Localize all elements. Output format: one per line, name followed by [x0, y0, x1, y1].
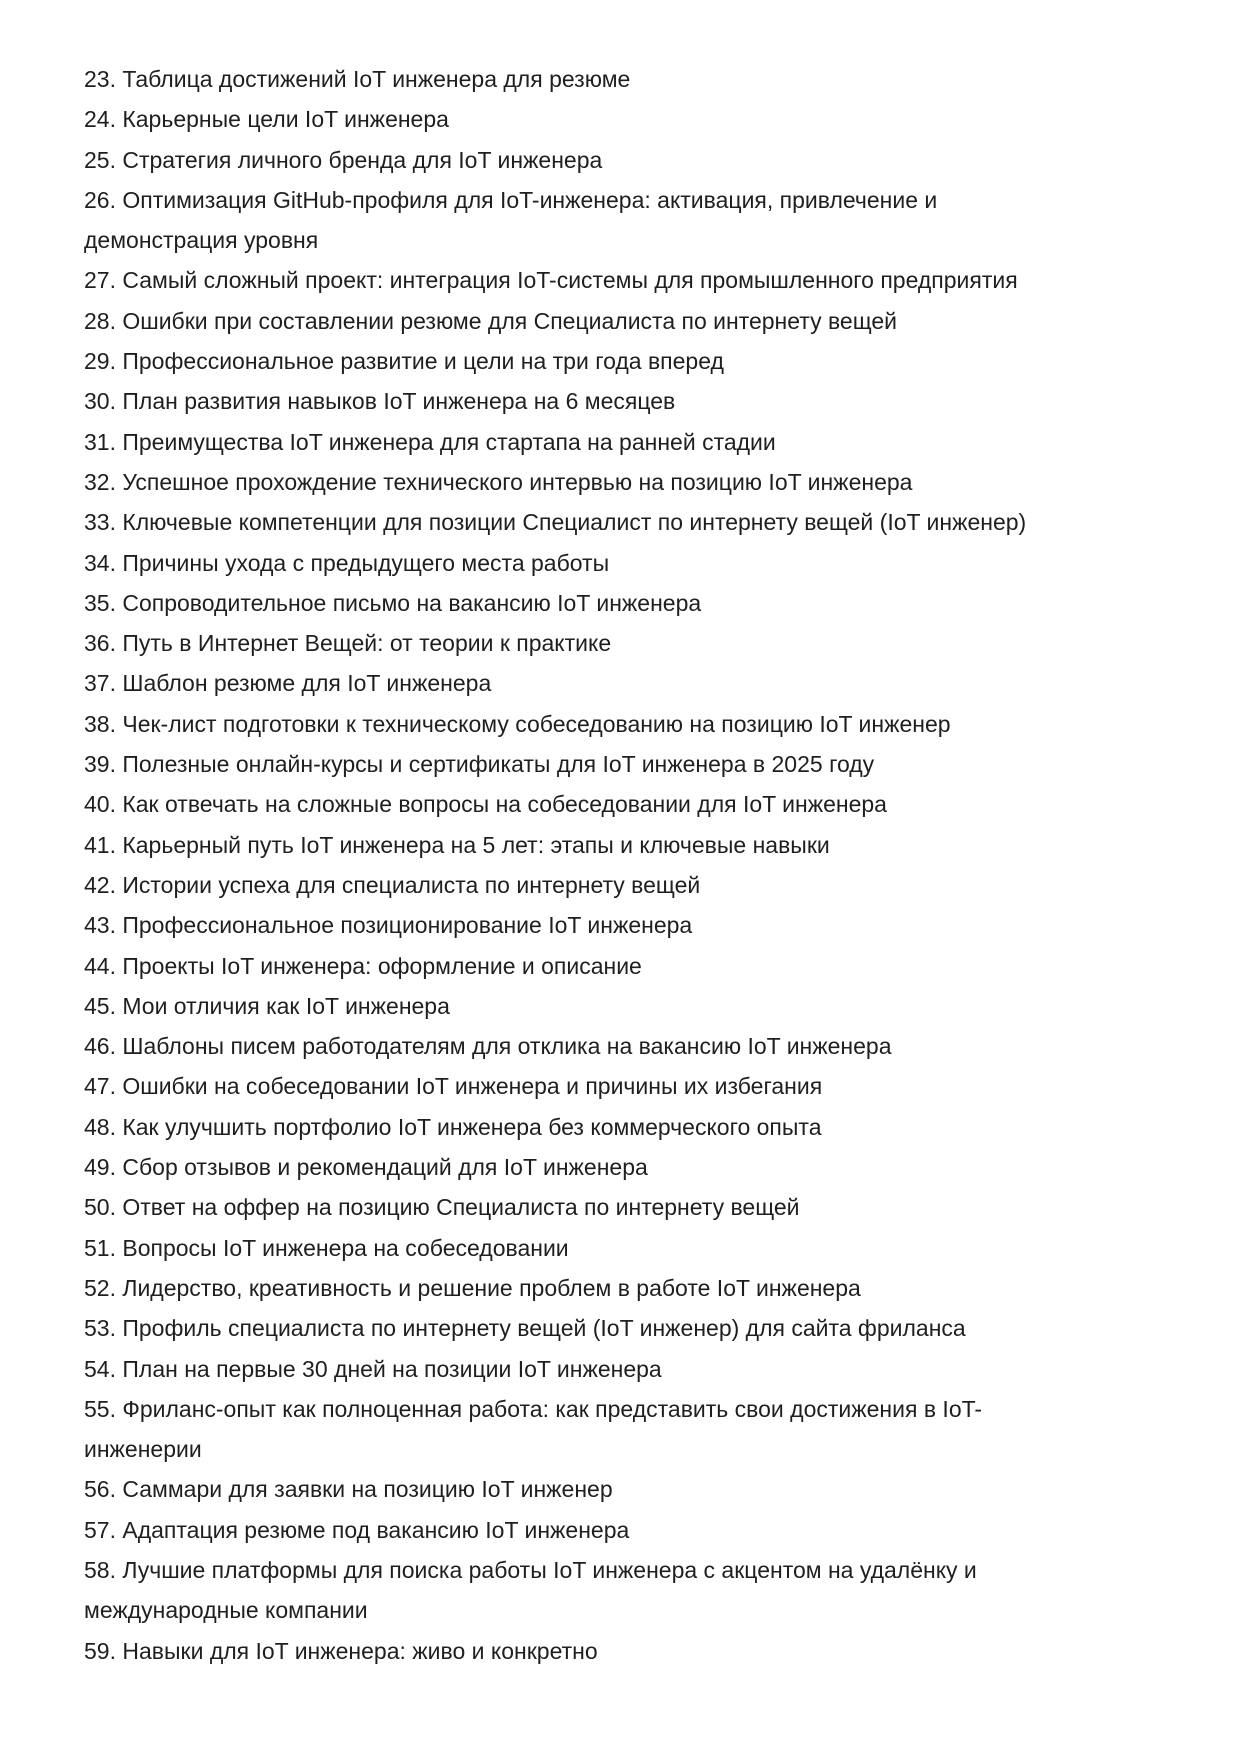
list-item-text: 49. Сбор отзывов и рекомендаций для IoT инженера [84, 1154, 648, 1181]
list-item-text: 40. Как отвечать на сложные вопросы на собеседовании для IoT инженера [84, 791, 887, 818]
list-item-text: 41. Карьерный путь IoT инженера на 5 лет: этапы и ключевые навыки [84, 831, 830, 858]
list-item [84, 1228, 1184, 1268]
list-item-text: 27. Самый сложный проект: интеграция IoT-системы для промышленного предприятия [84, 267, 1018, 294]
list-item-text: 37. Шаблон резюме для IoT инженера [84, 670, 492, 697]
list-item [84, 704, 1184, 744]
list-item-text: 59. Навыки для IoT инженера: живо и конкретно [84, 1637, 598, 1664]
list-item [84, 1510, 1184, 1550]
list-item-text: 33. Ключевые компетенции для позиции Специалист по интернету вещей (IoT инженер) [84, 509, 1027, 536]
list-item-text: 30. План развития навыков IoT инженера на 6 месяцев [84, 388, 676, 415]
list-item [84, 543, 1184, 583]
list-item-text: 31. Преимущества IoT инженера для стартапа на ранней стадии [84, 428, 776, 455]
list-item [84, 180, 1184, 261]
list-item [84, 1107, 1184, 1147]
list-item [84, 825, 1184, 865]
list-item-text: 36. Путь в Интернет Вещей: от теории к практике [84, 630, 612, 657]
list-item-text: 56. Саммари для заявки на позицию IoT инженер [84, 1476, 613, 1503]
list-item [84, 905, 1184, 945]
list-item [84, 1268, 1184, 1308]
list-item-text: инженерии [84, 1436, 202, 1463]
list-item [84, 422, 1184, 462]
list-item [84, 301, 1184, 341]
list-item [84, 744, 1184, 784]
list-item [84, 1147, 1184, 1187]
list-item-text: 24. Карьерные цели IoT инженера [84, 106, 449, 133]
list-item-text: 52. Лидерство, креативность и решение проблем в работе IoT инженера [84, 1274, 861, 1301]
list-item [84, 583, 1184, 623]
list-item [84, 140, 1184, 180]
list-item-text: 43. Профессиональное позиционирование IoT инженера [84, 912, 693, 939]
list-item-text: 38. Чек-лист подготовки к техническому собеседованию на позицию IoT инженер [84, 710, 951, 737]
list-item [84, 1389, 1184, 1470]
list-item-text: 25. Стратегия личного бренда для IoT инженера [84, 146, 603, 173]
list-item-text: 58. Лучшие платформы для поиска работы IoT инженера с акцентом на удалёнку и [84, 1556, 977, 1583]
list-item-text: 57. Адаптация резюме под вакансию IoT инженера [84, 1516, 630, 1543]
list-item-text: 23. Таблица достижений IoT инженера для резюме [84, 66, 631, 92]
list-item [84, 1308, 1184, 1348]
list-item [84, 260, 1184, 300]
list-item [84, 1349, 1184, 1389]
list-item-text: международные компании [84, 1597, 368, 1624]
list-item-text: 32. Успешное прохождение технического интервью на позицию IoT инженера [84, 468, 913, 495]
list-item [84, 502, 1184, 542]
list-item [84, 986, 1184, 1026]
list-item-text: 46. Шаблоны писем работодателям для отклика на вакансию IoT инженера [84, 1033, 892, 1060]
document-list [84, 59, 1184, 1671]
list-item-text: 29. Профессиональное развитие и цели на три года вперед [84, 348, 724, 375]
list-item [84, 99, 1184, 139]
list-item-text: 51. Вопросы IoT инженера на собеседовании [84, 1234, 569, 1261]
list-item-text: 53. Профиль специалиста по интернету вещей (IoT инженер) для сайта фриланса [84, 1315, 966, 1342]
list-item-text: 42. Истории успеха для специалиста по интернету вещей [84, 871, 701, 898]
list-item [84, 1066, 1184, 1106]
list-item [84, 1026, 1184, 1066]
list-item-text: 28. Ошибки при составлении резюме для Специалиста по интернету вещей [84, 307, 898, 334]
list-item-text: 35. Сопроводительное письмо на вакансию IoT инженера [84, 589, 702, 616]
list-item [84, 865, 1184, 905]
list-item-text: 44. Проекты IoT инженера: оформление и описание [84, 952, 642, 979]
list-item [84, 1469, 1184, 1509]
list-item [84, 462, 1184, 502]
list-item-text: 45. Мои отличия как IoT инженера [84, 992, 450, 1019]
list-item-text: 34. Причины ухода с предыдущего места работы [84, 549, 610, 576]
list-item-text: 47. Ошибки на собеседовании IoT инженера и причины их избегания [84, 1073, 823, 1100]
list-item-text: демонстрация уровня [84, 227, 319, 254]
list-item-text: 54. План на первые 30 дней на позиции IoT инженера [84, 1355, 662, 1382]
list-item [84, 59, 1184, 99]
list-item [84, 1187, 1184, 1227]
list-item [84, 946, 1184, 986]
list-item-text: 48. Как улучшить портфолио IoT инженера без коммерческого опыта [84, 1113, 822, 1140]
list-item [84, 1550, 1184, 1631]
list-item [84, 784, 1184, 824]
list-item-text: 55. Фриланс-опыт как полноценная работа: как представить свои достижения в IoT- [84, 1395, 983, 1422]
list-item [84, 663, 1184, 703]
list-item [84, 623, 1184, 663]
list-item-text: 26. Оптимизация GitHub-профиля для IoT-инженера: активация, привлечение и [84, 186, 938, 213]
list-item [84, 341, 1184, 381]
list-item-text: 50. Ответ на оффер на позицию Специалиста по интернету вещей [84, 1194, 800, 1221]
list-item [84, 381, 1184, 421]
list-item [84, 1631, 1184, 1671]
list-item-text: 39. Полезные онлайн-курсы и сертификаты для IoT инженера в 2025 году [84, 751, 875, 778]
